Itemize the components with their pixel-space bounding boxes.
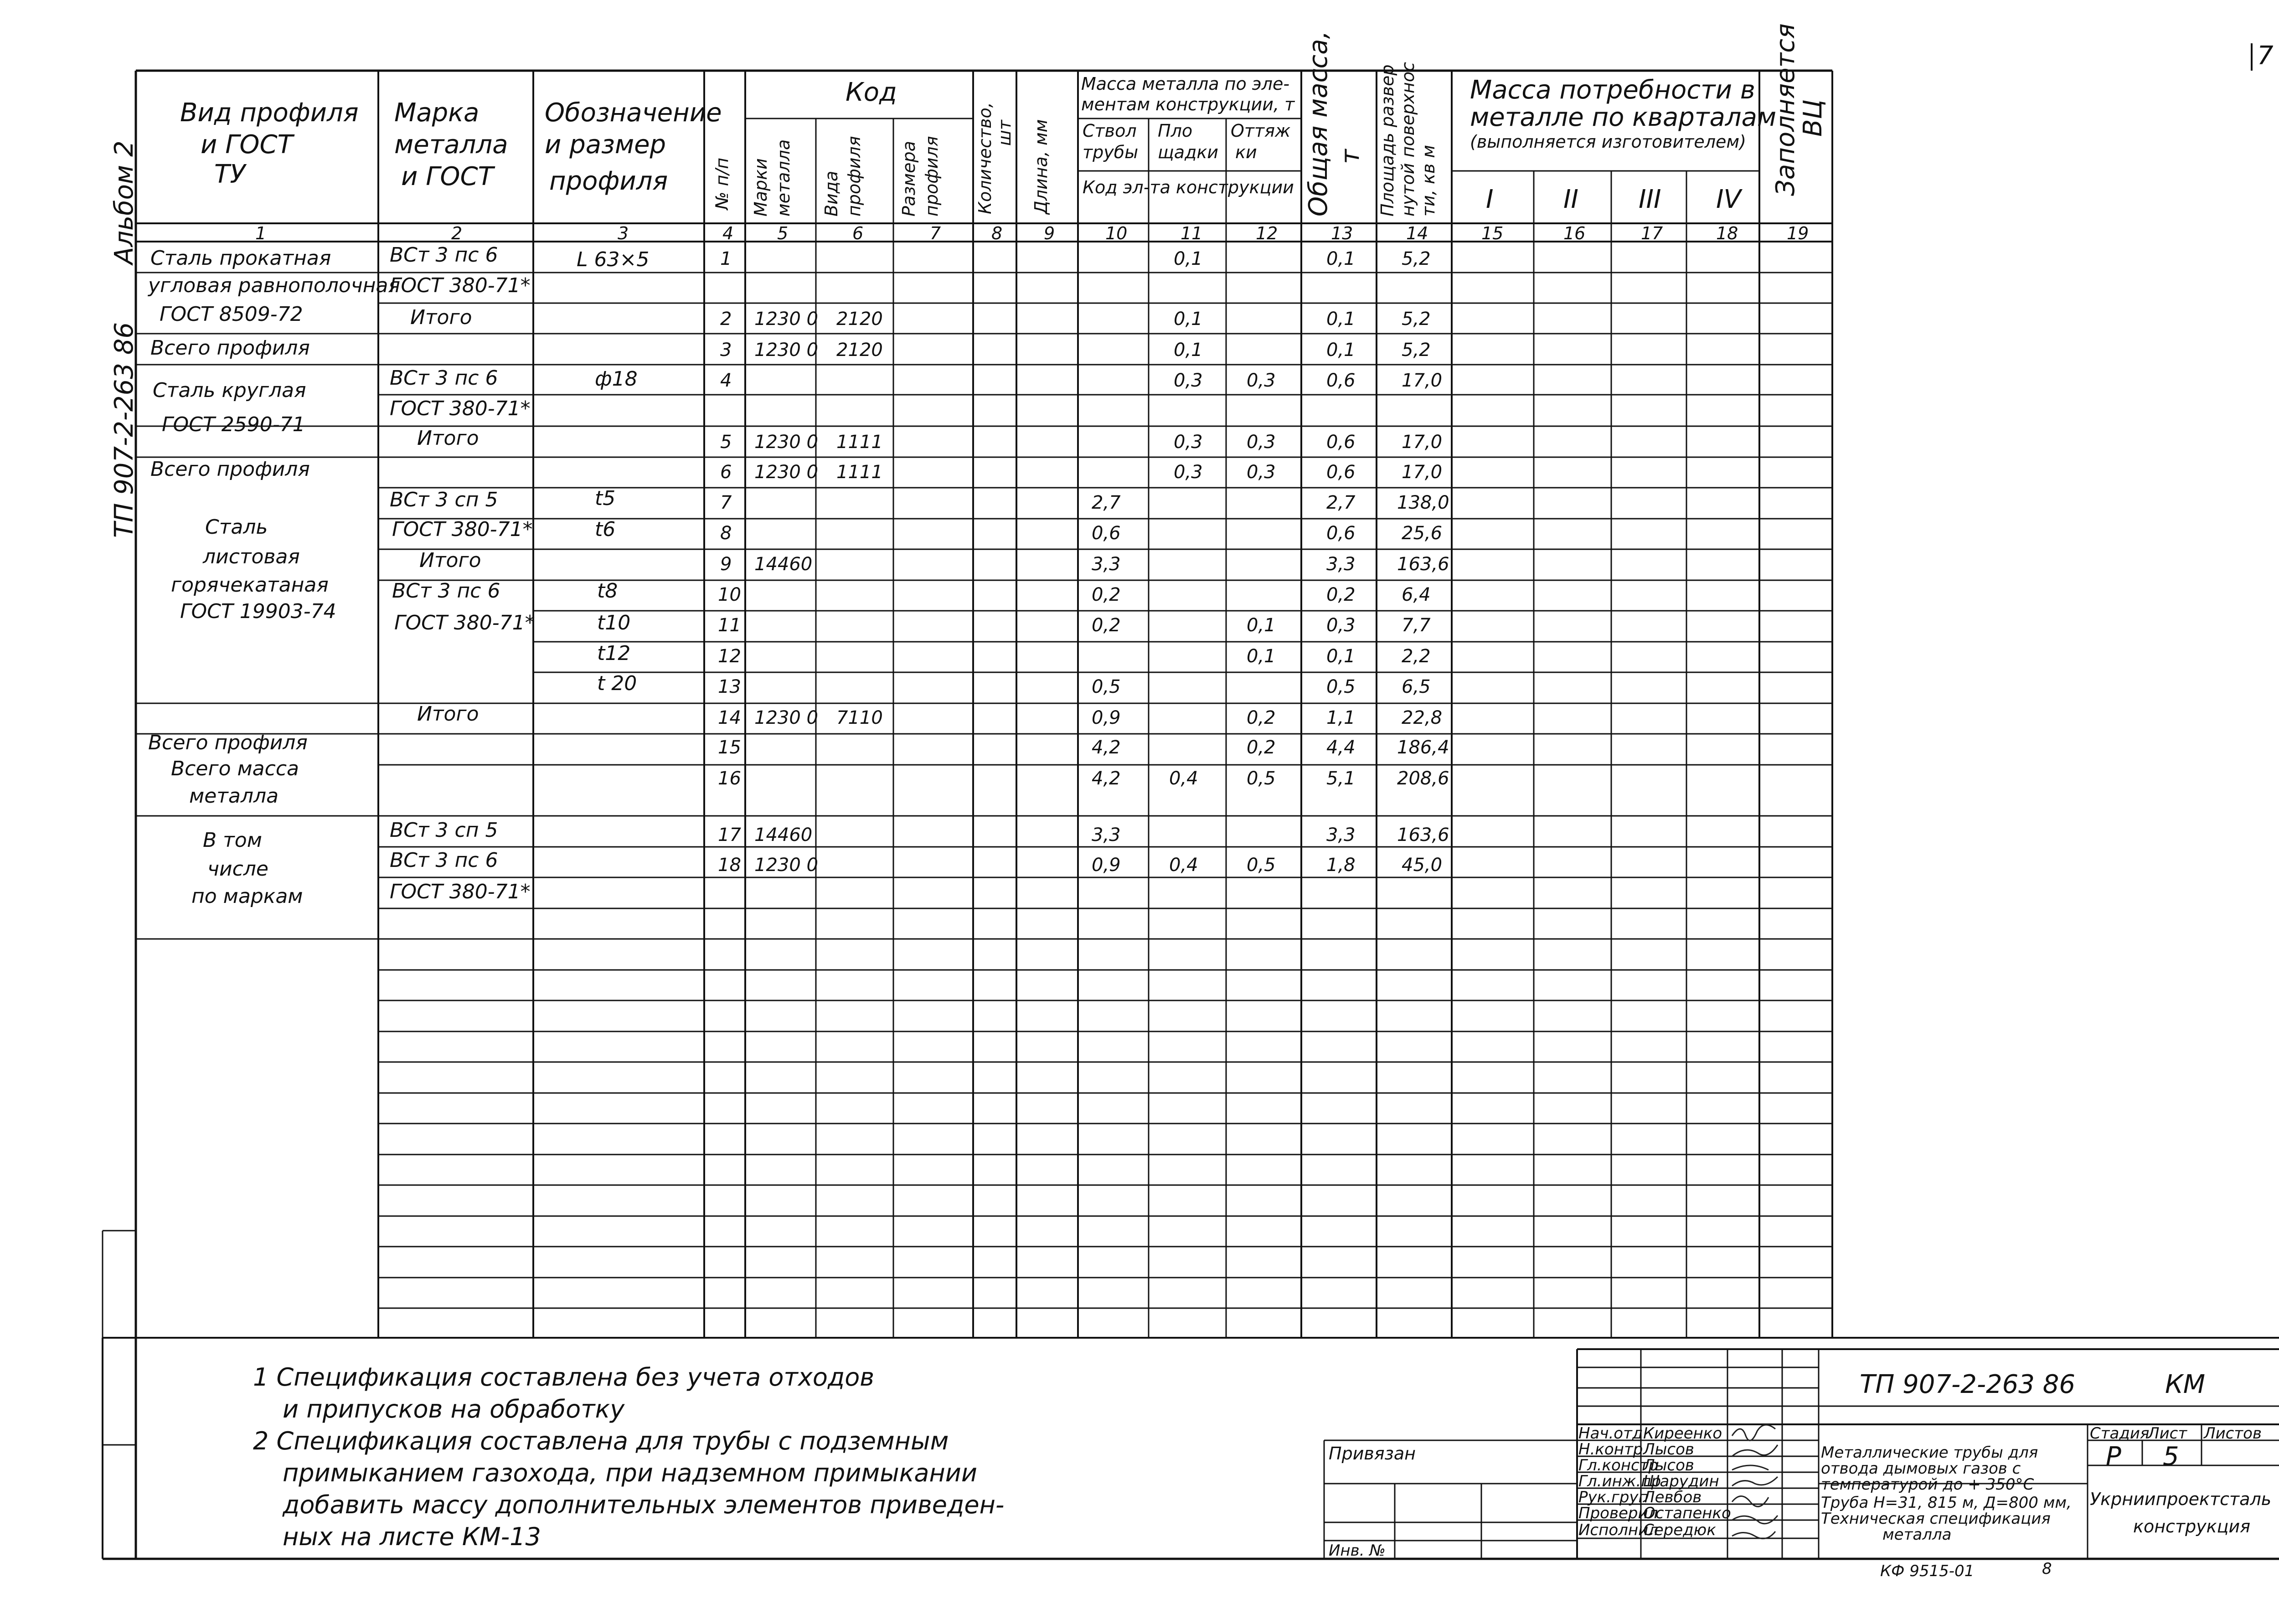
header-element-code: Код эл-та конструкции — [1083, 177, 1294, 197]
stamp-sheets-header: Листов — [2204, 1424, 2262, 1443]
table-cell: 0,1 — [1174, 309, 1203, 330]
table-cell: 0,9 — [1092, 707, 1121, 728]
header-designation: Обозначение — [545, 98, 722, 128]
table-cell: 7 — [720, 492, 732, 513]
table-cell: 17,0 — [1402, 432, 1443, 453]
table-cell: ВСт 3 сп 5 — [390, 488, 498, 511]
table-cell: 0,2 — [1247, 737, 1276, 758]
header-quarter-3: III — [1639, 185, 1661, 214]
header-code-size-2: профиля — [922, 136, 942, 217]
table-cell: 2,7 — [1092, 492, 1121, 513]
header-profile-tu: ТУ — [214, 160, 246, 189]
stamp-role: Рук.груп — [1578, 1488, 1649, 1506]
table-cell: ВСт 3 пс 6 — [390, 366, 498, 390]
table-cell: 0,3 — [1326, 615, 1356, 636]
table-cell: 5 — [720, 432, 732, 453]
col-num: 17 — [1641, 223, 1663, 243]
table-cell: ф18 — [595, 367, 638, 391]
table-cell: 0,3 — [1174, 462, 1203, 483]
table-cell: 186,4 — [1397, 737, 1449, 758]
table-cell: ГОСТ 2590-71 — [162, 413, 305, 436]
header-designation-3: профиля — [549, 166, 668, 196]
table-cell: ВСт 3 пс 6 — [390, 849, 498, 872]
header-code-size: Размера — [899, 141, 919, 217]
table-cell: 1111 — [836, 432, 883, 453]
table-cell: 0,1 — [1247, 615, 1276, 636]
table-cell: 4,4 — [1326, 737, 1356, 758]
table-cell: ВСт 3 пс 6 — [392, 579, 500, 603]
table-cell: Итого — [419, 549, 481, 572]
table-cell: 1230 0 — [754, 309, 818, 330]
table-cell: по маркам — [191, 885, 303, 908]
table-cell: 3,3 — [1092, 825, 1121, 846]
header-total-mass-unit: т — [1335, 149, 1365, 164]
table-cell: 0,6 — [1326, 462, 1356, 483]
table-cell: 0,1 — [1326, 340, 1356, 361]
table-cell: 6,5 — [1402, 676, 1431, 697]
table-cell: 5,2 — [1402, 248, 1431, 269]
header-profile-gost: и ГОСТ — [201, 130, 293, 160]
page-number: 7 — [2257, 41, 2274, 71]
table-cell: ГОСТ 380-71* — [390, 274, 531, 297]
header-guys: Оттяж — [1231, 121, 1291, 141]
table-cell: 0,3 — [1174, 432, 1203, 453]
header-vc-2: ВЦ — [1798, 99, 1828, 137]
table-cell: 0,5 — [1092, 676, 1121, 697]
header-quarter-1: I — [1486, 185, 1494, 214]
table-cell: ГОСТ 19903-74 — [180, 600, 336, 623]
table-cell: 208,6 — [1397, 768, 1449, 789]
table-cell: t5 — [595, 487, 616, 510]
stamp-name: Середюк — [1643, 1521, 1716, 1539]
note-line: и припусков на обработку — [283, 1395, 625, 1423]
table-cell: 5,2 — [1402, 309, 1431, 330]
table-cell: ГОСТ 380-71* — [392, 518, 533, 541]
stamp-footer-number: 8 — [2042, 1560, 2052, 1578]
table-cell: 1230 0 — [754, 855, 818, 876]
col-num: 9 — [1044, 223, 1055, 243]
table-cell: 0,3 — [1247, 462, 1276, 483]
table-cell: Всего масса — [171, 757, 299, 780]
header-quarter-2: II — [1563, 185, 1579, 214]
header-quarterly-need-2: металле по кварталам — [1470, 103, 1777, 132]
table-cell: 18 — [718, 855, 741, 876]
stamp-name: Лысов — [1643, 1456, 1694, 1474]
table-cell: 0,5 — [1326, 676, 1356, 697]
table-cell: ГОСТ 8509-72 — [160, 303, 303, 326]
header-steel-grade: Марка — [394, 98, 480, 128]
col-num: 10 — [1105, 223, 1128, 243]
table-cell: 2,7 — [1326, 492, 1356, 513]
stamp-footer-code: КФ 9515-01 — [1880, 1562, 1975, 1580]
table-cell: 0,1 — [1247, 646, 1276, 667]
table-cell: листовая — [203, 545, 300, 568]
col-num: 5 — [777, 223, 789, 243]
table-cell: 0,3 — [1247, 432, 1276, 453]
table-cell: 4 — [720, 370, 732, 391]
table-cell: t12 — [597, 642, 631, 665]
table-cell: 6 — [720, 462, 732, 483]
table-cell: 0,9 — [1092, 855, 1121, 876]
header-code-steel-2: металла — [773, 139, 794, 217]
table-cell: 8 — [720, 523, 732, 544]
table-cell: 0,3 — [1247, 370, 1276, 391]
table-cell: 4,2 — [1092, 737, 1121, 758]
table-cell: угловая равнополочная — [148, 274, 400, 297]
col-num: 13 — [1331, 223, 1353, 243]
table-cell: 1230 0 — [754, 340, 818, 361]
note-line: 2 Спецификация составлена для трубы с подземным — [253, 1427, 949, 1455]
table-cell: 0,1 — [1326, 309, 1356, 330]
header-code: Код — [846, 77, 897, 107]
header-steel-grade-3: и ГОСТ — [401, 162, 494, 191]
header-quantity: Количество, — [975, 102, 995, 214]
table-cell: Всего профиля — [148, 731, 308, 754]
stamp-title: Техническая спецификация — [1821, 1510, 2051, 1528]
note-line: ных на листе КМ-13 — [283, 1522, 541, 1551]
stamp-name: Киреенко — [1643, 1424, 1722, 1443]
table-cell: 4,2 — [1092, 768, 1121, 789]
album-label: Альбом 2 — [109, 140, 139, 264]
table-cell: 0,6 — [1092, 523, 1121, 544]
table-cell: Сталь прокатная — [150, 247, 331, 270]
table-cell: 17,0 — [1402, 462, 1443, 483]
col-num: 2 — [451, 223, 463, 243]
table-cell: 6,4 — [1402, 584, 1431, 605]
table-cell: t8 — [597, 579, 618, 603]
header-row-number: № п/п — [712, 157, 732, 210]
table-cell: 5,2 — [1402, 340, 1431, 361]
table-cell: Итого — [417, 702, 479, 726]
table-cell: 11 — [718, 615, 741, 636]
table-cell: 138,0 — [1397, 492, 1449, 513]
table-cell: ГОСТ 380-71* — [390, 880, 531, 903]
col-num: 14 — [1406, 223, 1428, 243]
table-cell: 2,2 — [1402, 646, 1431, 667]
col-num: 19 — [1787, 223, 1809, 243]
table-cell: 1 — [720, 248, 732, 269]
stamp-name: Левбов — [1643, 1488, 1702, 1506]
table-cell: 1230 0 — [754, 432, 818, 453]
table-cell: 25,6 — [1402, 523, 1443, 544]
col-num: 3 — [618, 223, 629, 243]
table-cell: 17 — [718, 825, 741, 846]
table-cell: t 20 — [597, 672, 637, 695]
table-cell: Итого — [410, 306, 472, 329]
table-cell: L 63×5 — [577, 248, 650, 271]
header-code-profile-2: профиля — [844, 136, 864, 217]
table-cell: 0,4 — [1169, 768, 1198, 789]
note-line: 1 Спецификация составлена без учета отходов — [253, 1363, 875, 1392]
table-cell: В том — [203, 829, 262, 852]
col-num: 4 — [722, 223, 734, 243]
table-cell: 10 — [718, 584, 741, 605]
header-surface-area-3: ти, кв м — [1418, 144, 1439, 217]
col-num: 6 — [852, 223, 864, 243]
table-cell: 15 — [718, 737, 741, 758]
table-cell: горячекатаная — [171, 573, 329, 597]
side-document-code: ТП 907-2-263 86 — [109, 322, 139, 538]
table-cell: 14 — [718, 707, 741, 728]
stamp-title: температурой до + 350°С — [1821, 1475, 2034, 1494]
stamp-sheet-header: Лист — [2148, 1424, 2187, 1443]
table-cell: Всего профиля — [150, 458, 310, 481]
table-cell: 17,0 — [1402, 370, 1443, 391]
stamp-title: отвода дымовых газов с — [1821, 1459, 2021, 1478]
header-designation-2: и размер — [545, 130, 666, 160]
col-num: 12 — [1256, 223, 1278, 243]
col-num: 11 — [1181, 223, 1203, 243]
col-num: 8 — [991, 223, 1003, 243]
table-cell: 22,8 — [1402, 707, 1443, 728]
stamp-role: Проверил — [1578, 1504, 1658, 1522]
stamp-title: металла — [1882, 1526, 1952, 1544]
table-cell: 2120 — [836, 340, 883, 361]
table-cell: 14460 — [754, 554, 813, 575]
col-num: 15 — [1481, 223, 1504, 243]
table-cell: 0,6 — [1326, 432, 1356, 453]
note-line: добавить массу дополнительных элементов приведен- — [283, 1490, 1005, 1519]
table-cell: 0,1 — [1326, 248, 1356, 269]
header-vc: Заполняется — [1771, 23, 1800, 196]
table-cell: Итого — [417, 427, 479, 450]
header-trunk: Ствол — [1083, 121, 1137, 141]
header-profile-type: Вид профиля — [180, 98, 359, 128]
table-cell: 0,2 — [1247, 707, 1276, 728]
col-num: 16 — [1563, 223, 1586, 243]
table-cell: 163,6 — [1397, 554, 1449, 575]
header-code-steel: Марки — [751, 158, 771, 217]
header-total-mass: Общая масса, — [1304, 31, 1333, 217]
table-cell: 1,1 — [1326, 707, 1356, 728]
table-cell: 1111 — [836, 462, 883, 483]
table-cell: Сталь круглая — [153, 379, 306, 402]
table-cell: 0,1 — [1174, 248, 1203, 269]
table-cell: 16 — [718, 768, 741, 789]
stamp-name: Остапенко — [1643, 1504, 1731, 1522]
note-line: примыканием газохода, при надземном примыкании — [283, 1459, 977, 1487]
table-cell: 0,3 — [1174, 370, 1203, 391]
table-cell: 3 — [720, 340, 732, 361]
stamp-inventory: Инв. № — [1329, 1542, 1386, 1560]
stamp-role: Исполнил — [1578, 1521, 1658, 1539]
header-guys-2: ки — [1235, 142, 1257, 162]
stamp-organization: Укрниипроектсталь — [2090, 1489, 2272, 1509]
table-cell: 3,3 — [1092, 554, 1121, 575]
stamp-role: Нач.отд — [1578, 1424, 1643, 1443]
table-cell: 45,0 — [1402, 855, 1443, 876]
table-cell: t10 — [597, 611, 631, 634]
header-steel-grade-2: металла — [394, 130, 508, 160]
stamp-stage-header: Стадия — [2090, 1424, 2150, 1443]
col-num: 7 — [930, 223, 941, 243]
stamp-name: Шарудин — [1643, 1472, 1719, 1490]
stamp-title: Металлические трубы для — [1821, 1444, 2038, 1462]
header-code-profile: Вида — [821, 170, 841, 217]
header-surface-area: Площадь развер — [1377, 64, 1397, 217]
header-length: Длина, мм — [1031, 119, 1051, 214]
table-cell: 0,2 — [1326, 584, 1356, 605]
col-num: 18 — [1716, 223, 1738, 243]
stamp-role: Гл.констр — [1578, 1456, 1659, 1474]
table-cell: 0,2 — [1092, 615, 1121, 636]
table-cell: 0,6 — [1326, 523, 1356, 544]
table-cell: 12 — [718, 646, 741, 667]
header-mass-elements: Масса металла по эле- — [1081, 74, 1290, 94]
table-cell: 0,5 — [1247, 855, 1276, 876]
header-quarter-4: IV — [1716, 185, 1741, 214]
table-cell: металла — [189, 784, 279, 808]
stamp-name: Лысов — [1643, 1440, 1694, 1459]
table-cell: 14460 — [754, 825, 813, 846]
header-surface-area-2: нутой поверхнос — [1398, 62, 1418, 217]
header-quantity-unit: шт — [995, 120, 1015, 146]
col-num: 1 — [255, 223, 267, 243]
stamp-organization-2: конструкция — [2133, 1516, 2251, 1536]
stamp-document-code: ТП 907-2-263 86 — [1860, 1370, 2075, 1399]
table-cell: 163,6 — [1397, 825, 1449, 846]
table-cell: ВСт 3 сп 5 — [390, 819, 498, 842]
stamp-mark: КМ — [2165, 1370, 2206, 1399]
stamp-sheet: 5 — [2163, 1442, 2179, 1471]
table-cell: ВСт 3 пс 6 — [390, 243, 498, 267]
table-cell: 0,1 — [1174, 340, 1203, 361]
table-cell: числе — [207, 857, 268, 881]
stamp-role: Гл.инж.пр — [1578, 1472, 1661, 1490]
table-cell: 0,4 — [1169, 855, 1198, 876]
table-cell: 2 — [720, 309, 732, 330]
table-cell: 2120 — [836, 309, 883, 330]
stamp-stage: Р — [2106, 1442, 2121, 1471]
table-cell: 3,3 — [1326, 825, 1356, 846]
header-platforms: Пло — [1158, 121, 1193, 141]
table-cell: 1,8 — [1326, 855, 1356, 876]
table-cell: 7,7 — [1402, 615, 1431, 636]
table-cell: Всего профиля — [150, 336, 310, 360]
table-cell: 0,5 — [1247, 768, 1276, 789]
header-quarterly-need-3: (выполняется изготовителем) — [1470, 132, 1746, 152]
table-cell: 0,2 — [1092, 584, 1121, 605]
table-cell: 1230 0 — [754, 462, 818, 483]
table-cell: 9 — [720, 554, 732, 575]
header-trunk-2: трубы — [1083, 142, 1139, 162]
stamp-privyazan: Привязан — [1329, 1444, 1416, 1464]
table-cell: Сталь — [205, 516, 268, 539]
stamp-title: Труба Н=31, 815 м, Д=800 мм, — [1821, 1494, 2072, 1512]
table-cell: ГОСТ 380-71* — [390, 397, 531, 420]
header-quarterly-need: Масса потребности в — [1470, 75, 1755, 105]
header-mass-elements-2: ментам конструкции, т — [1081, 94, 1295, 114]
table-cell: 5,1 — [1326, 768, 1356, 789]
table-cell: t6 — [595, 518, 616, 541]
table-cell: 3,3 — [1326, 554, 1356, 575]
table-cell: 7110 — [836, 707, 883, 728]
table-cell: ГОСТ 380-71* — [394, 611, 535, 634]
header-platforms-2: щадки — [1158, 142, 1218, 162]
table-cell: 13 — [718, 676, 741, 697]
table-cell: 0,6 — [1326, 370, 1356, 391]
table-cell: 1230 0 — [754, 707, 818, 728]
stamp-role: Н.контр — [1578, 1440, 1643, 1459]
table-cell: 0,1 — [1326, 646, 1356, 667]
